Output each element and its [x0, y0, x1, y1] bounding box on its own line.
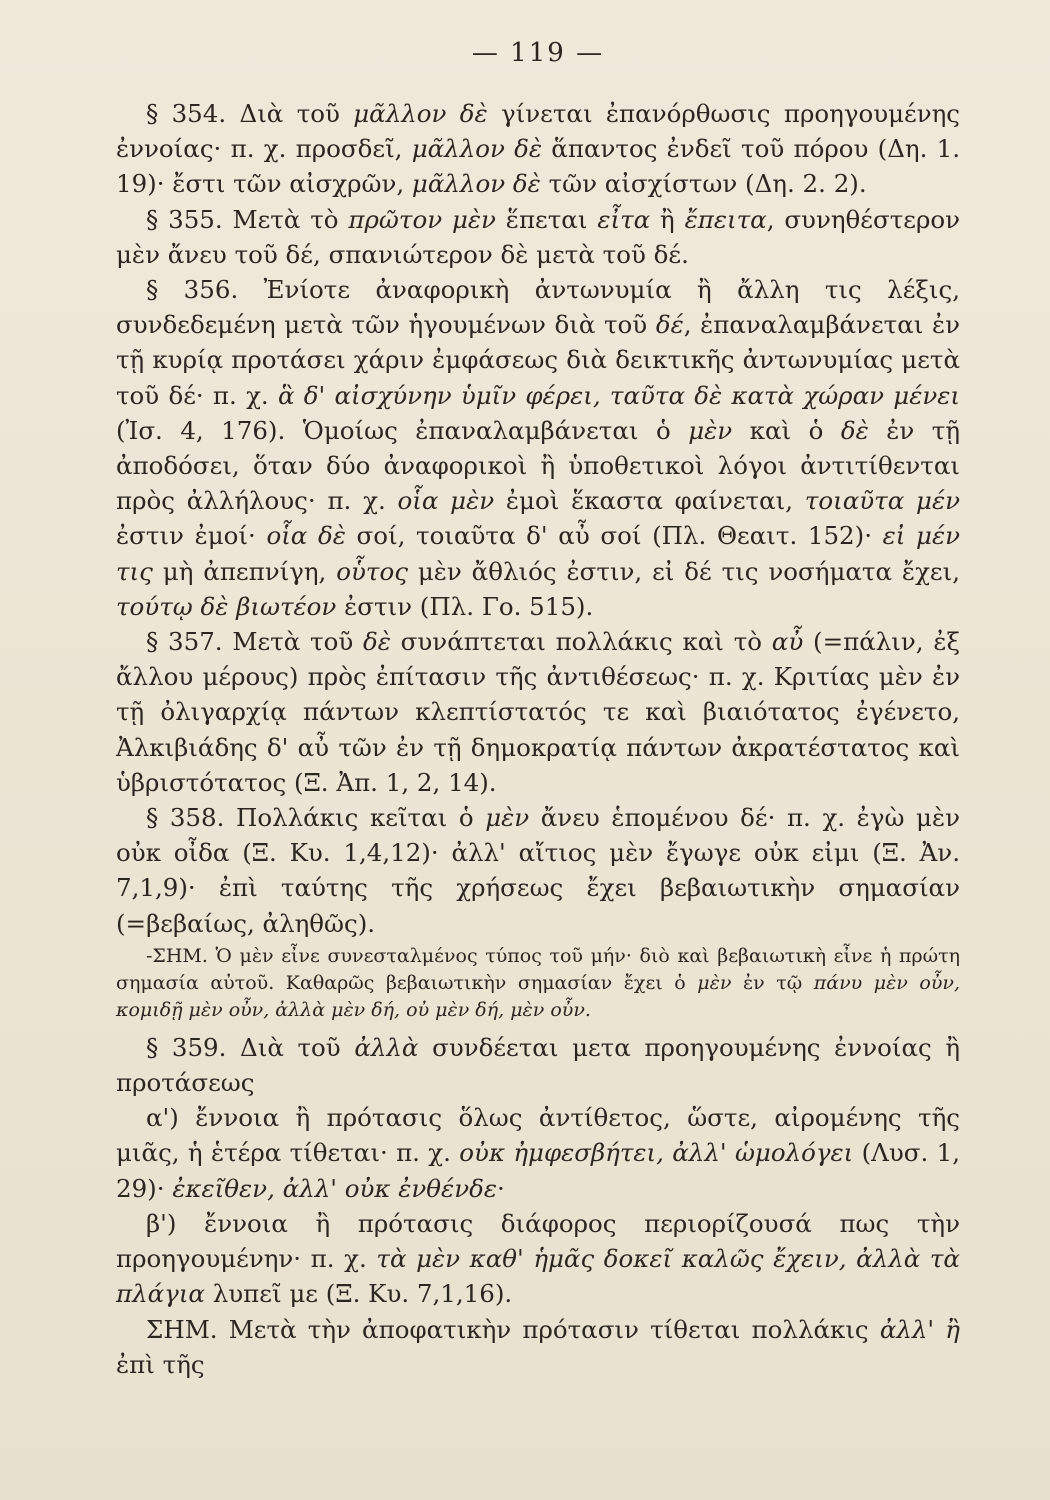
section-359-b — [116, 1206, 960, 1312]
page-number: — 119 — — [471, 38, 605, 68]
italic-run: μὲν — [688, 415, 733, 445]
text-run: συνδέεται μετα προηγουμένης ἐννοίας ἢ προτάσεως — [116, 1032, 961, 1098]
italic-run: αὖ — [771, 627, 804, 657]
italic-run: δέ — [655, 310, 684, 340]
italic-run: ἀλλ' ἢ — [879, 1314, 960, 1344]
text-run: τῶν αἰσχίστων (Δη. 2. 2). — [540, 169, 867, 199]
text-run: α') ἔννοια ἢ πρότασις ὅλως ἀντίθετος, ὥστε, αἰρομένης τῆς μιᾶς, ἡ ἑτέρα τίθεται· π. χ. — [116, 1103, 960, 1168]
text-run: § 358. Πολλάκις κεῖται ὁ — [146, 803, 486, 833]
italic-run: μᾶλλον δὲ — [353, 99, 488, 128]
text-run: -ΣΗΜ. Ὁ μὲν εἶνε συνεσταλμένος τύπος τοῦ μήν· διὸ καὶ βεβαιωτικὴ εἶνε ἡ πρώτη σημασία αὐτοῦ. Καθαρῶς βεβαιωτικὴν σημασίαν ἔχει ὁ — [116, 944, 960, 994]
text-run: , συνηθέστερον μὲν ἄνευ τοῦ δέ, σπανιώτερον δὲ μετὰ τοῦ δέ. — [116, 204, 960, 269]
text-run: καὶ ὁ — [732, 415, 841, 445]
italic-run: οἷα μὲν — [397, 486, 495, 516]
section-356 — [116, 272, 960, 624]
text-run: ἐστιν ἐμοί· — [116, 521, 267, 551]
italic-run: οὗτος — [336, 556, 408, 586]
text-run: ἢ — [650, 204, 685, 234]
text-run: ἄνευ ἑπομένου δέ· π. χ. ἐγὼ μὲν οὐκ οἶδα (Ξ. Κυ. 1,4,12)· ἀλλ' αἴτιος μὲν ἔγωγε οὐκ εἰμι (Ξ. Ἀν. 7,1,9)· ἐπὶ ταύτης τῆς χρήσεως ἔχει βεβαιωτικὴν σημασίαν (=βεβαίως, ἀληθῶς). — [116, 803, 960, 938]
section-355 — [116, 202, 960, 272]
text-run: § 354. Διὰ τοῦ — [146, 99, 354, 128]
section-354 — [116, 96, 960, 202]
text-run: · — [497, 1173, 505, 1203]
italic-run: ἔπειτα — [684, 204, 767, 234]
text-run: § 355. Μετὰ τὸ — [146, 204, 349, 234]
italic-run: μὲν — [697, 971, 732, 994]
italic-run: τοιαῦτα μέν — [804, 486, 960, 516]
text-run: ἐπὶ τῆς — [116, 1349, 205, 1379]
italic-run: ἐκεῖθεν, ἀλλ' οὐκ ἐνθένδε — [172, 1173, 497, 1203]
text-run: β') ἔννοια ἢ πρότασις διάφορος περιορίζουσά πως τὴν προηγουμένην· π. χ. — [116, 1208, 960, 1274]
section-358 — [116, 800, 960, 941]
italic-run: οἷα δὲ — [266, 521, 346, 551]
text-run: § 356. Ἐνίοτε ἀναφορικὴ ἀντωνυμία ἢ ἄλλη τις λέξις, συνδεδεμένη μετὰ τῶν ἡγουμένων διὰ τοῦ — [116, 275, 960, 340]
section-357 — [116, 624, 960, 800]
text-run: , ἐπαναλαμβάνεται ἐν τῇ κυρίᾳ προτάσει χάριν ἐμφάσεως διὰ δεικτικῆς ἀντωνυμίας μετὰ τοῦ δέ· π. χ. — [116, 310, 960, 410]
section-359 — [116, 1030, 960, 1100]
text-run: ἅπαντος ἐνδεῖ τοῦ πόρου (Δη. 1. 19)· ἔστι τῶν αἰσχρῶν, — [116, 134, 960, 199]
text-run: συνάπτεται πολλάκις καὶ τὸ — [390, 627, 772, 657]
italic-run: πρῶτον μὲν — [348, 204, 496, 234]
section-359-a — [116, 1100, 960, 1206]
text-run: ἐν τῇ ἀποδόσει, ὅταν δύο ἀναφορικοὶ ἢ ὑποθετικοὶ λόγοι ἀντιτίθενται πρὸς ἀλλήλους· π. χ. — [116, 415, 961, 516]
italic-run: ἀλλὰ — [354, 1032, 419, 1062]
italic-run: εἶτα — [597, 204, 651, 234]
italic-run: μᾶλλον δὲ — [411, 134, 543, 164]
text-run: ἐν τῷ — [731, 971, 814, 994]
text-run: γίνεται ἐπανόρθωσις προηγουμένης ἐννοίας· π. χ. προσδεῖ, — [116, 99, 961, 164]
italic-run: δὲ — [363, 627, 391, 657]
text-run: ἐστιν (Πλ. Γο. 515). — [336, 591, 594, 621]
text-run: μὴ ἀπεπνίγη, — [152, 556, 337, 586]
text-run: (=πάλιν, ἐξ ἄλλου μέρους) πρὸς ἐπίτασιν τῆς ἀντιθέσεως· π. χ. Κριτίας μὲν ἐν τῇ ὀλιγαρχίᾳ πάντων κλεπτίστατός τε καὶ βιαιότατος ἐγένετο, Ἀλκιβιάδης δ' αὖ τῶν ἐν τῇ δημοκρατίᾳ πάντων ἀκρατέστατος καὶ ὑβριστότατος (Ξ. Ἀπ. 1, 2, 14). — [116, 627, 960, 797]
text-run: ἕπεται — [495, 204, 598, 234]
italic-run: ἃ δ' αἰσχύνην ὑμῖν φέρει, ταῦτα δὲ κατὰ χώραν μένει — [277, 380, 960, 410]
italic-run: μὲν — [485, 803, 530, 833]
text-run: μὲν ἄθλιός ἐστιν, εἰ δέ τις νοσήματα ἔχει, — [407, 556, 961, 586]
italic-run: πάνυ μὲν οὖν, κομιδῇ μὲν οὖν, ἀλλὰ μὲν δή, οὐ μὲν δή, μὲν οὖν. — [116, 971, 960, 1021]
note-2 — [116, 1312, 960, 1382]
italic-run: οὐκ ἠμφεσβήτει, ἀλλ' ὡμολόγει — [459, 1138, 854, 1168]
note-1 — [116, 943, 960, 1024]
text-run: ἐμοὶ ἕκαστα φαίνεται, — [494, 486, 805, 516]
text-run: § 357. Μετὰ τοῦ — [146, 627, 363, 657]
text-run: § 359. Διὰ τοῦ — [146, 1032, 355, 1062]
text-run: ΣΗΜ. Μετὰ τὴν ἀποφατικὴν πρότασιν τίθεται πολλάκις — [146, 1314, 880, 1344]
italic-run: τούτῳ δὲ βιωτέον — [116, 591, 337, 621]
italic-run: δὲ — [840, 415, 869, 445]
text-run: λυπεῖ με (Ξ. Κυ. 7,1,16). — [204, 1279, 513, 1309]
text-run: σοί, τοιαῦτα δ' αὖ σοί (Πλ. Θεαιτ. 152)· — [345, 521, 883, 551]
text-run: (Λυσ. 1, 29)· — [116, 1138, 961, 1203]
text-run: (Ἰσ. 4, 176). Ὁμοίως ἐπαναλαμβάνεται ὁ — [116, 415, 689, 445]
italic-run: μᾶλλον δὲ — [411, 169, 541, 199]
italic-run: τὰ μὲν καθ' ἡμᾶς δοκεῖ καλῶς ἔχειν, ἀλλὰ τὰ πλάγια — [116, 1244, 960, 1309]
italic-run: εἰ μέν τις — [116, 521, 961, 586]
